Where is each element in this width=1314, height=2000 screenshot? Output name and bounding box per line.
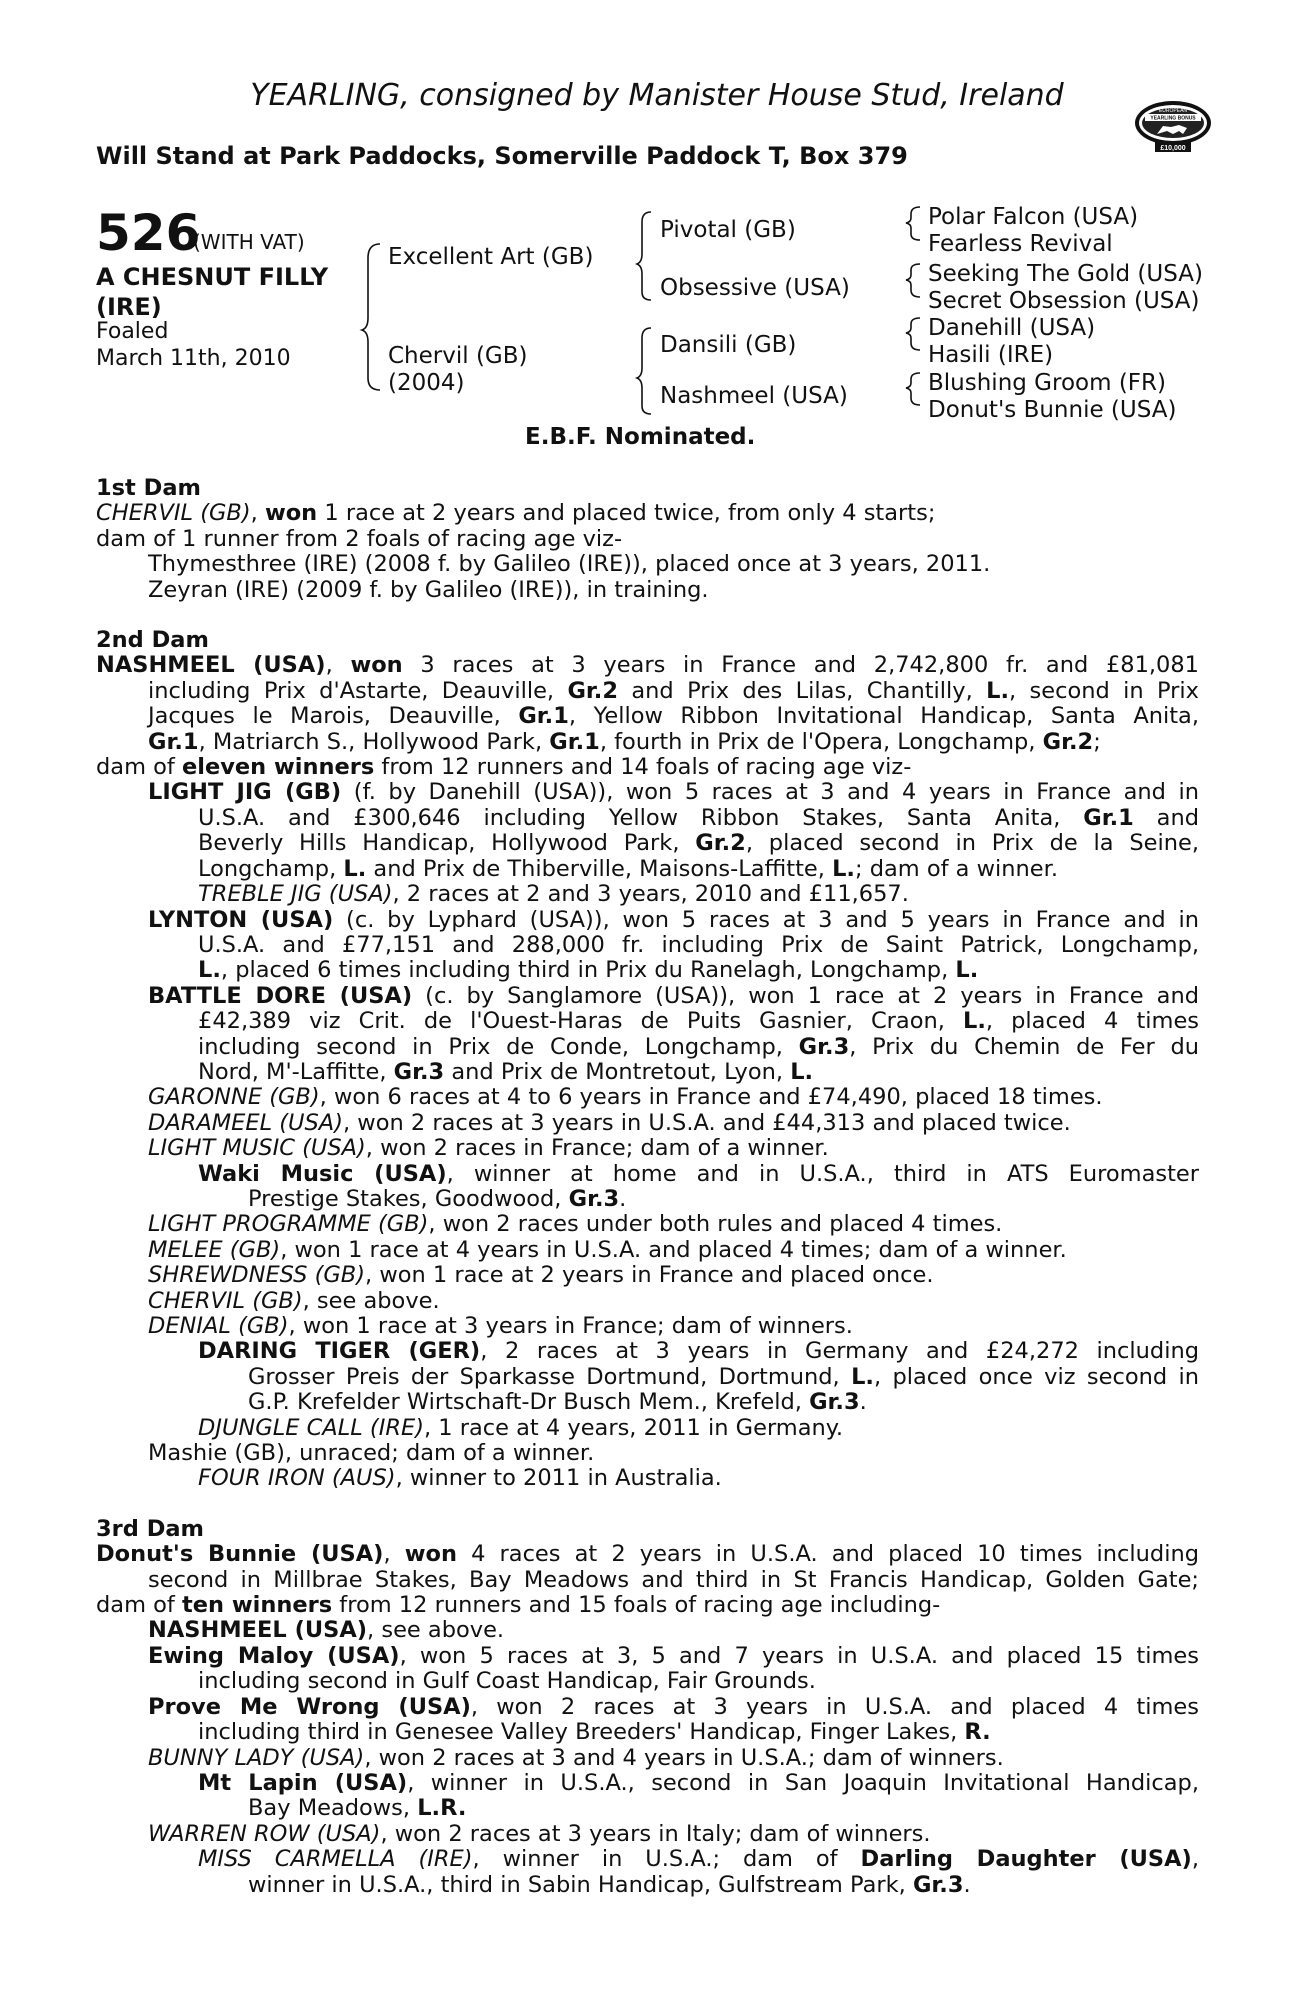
badge-amount-text: £10,000 [1160,145,1186,152]
dam2-line [96,857,1199,882]
text-run: from 12 runners and 14 foals of racing age viz- [374,754,912,781]
dam1-sep: , [250,500,265,527]
text-run: CHERVIL (GB) [148,1287,303,1314]
brace-gen2-dam [637,328,651,414]
text-run: WARREN ROW (USA) [148,1820,381,1847]
pedigree-dam-sire: Dansili (GB) [660,332,797,358]
text-run: U.S.A. and £300,646 including Yellow Ribbon Stakes, Santa Anita, [198,804,1084,831]
text-run: won [404,1541,457,1568]
text-run: L. [851,1363,874,1390]
text-run: , winner in U.S.A.; dam of [472,1846,861,1873]
text-run: dam of [96,754,182,781]
lot-name-line1: A CHESNUT FILLY [96,263,329,291]
text-run: ten winners [181,1592,333,1619]
dam3-line [96,1771,1199,1796]
text-run: Gr.2 [1042,728,1094,755]
dam2-line [96,1390,1199,1415]
dam3-heading: 3rd Dam [96,1515,204,1542]
text-run: L. [962,1008,986,1035]
text-run: , Yellow Ribbon Invitational Handicap, Santa Anita, [568,703,1199,730]
text-run: (f. by Danehill (USA)), won 5 races at 3 and 4 years in France and in [341,779,1200,806]
brace-gen3-c [906,318,920,350]
text-run: (c. by Lyphard (USA)), won 5 races at 3 and 5 years in France and in [333,906,1199,933]
text-run: , won 2 races at 3 and 4 years in U.S.A.; dam of winners. [364,1744,1004,1771]
dam1-line [96,501,1199,526]
dam2-line [96,730,1199,755]
text-run: including second in Gulf Coast Handicap, Fair Grounds. [198,1668,816,1695]
text-run: including third in Genesee Valley Breeders' Handicap, Finger Lakes, [198,1719,965,1746]
text-run: , see above. [367,1617,505,1644]
text-run: , fourth in Prix de l'Opera, Longchamp, [599,728,1043,755]
text-run: L. [790,1058,814,1085]
text-run: and Prix des Lilas, Chantilly, [618,677,987,704]
text-run: , winner in U.S.A., second in San Joaquin Invitational Handicap, [407,1769,1199,1796]
text-run: LYNTON (USA) [148,906,334,933]
text-run: , winner to 2011 in Australia. [395,1465,722,1492]
text-run: , see above. [302,1287,440,1314]
text-run: GARONNE (GB) [148,1084,320,1111]
text-run: LIGHT PROGRAMME (GB) [148,1211,429,1238]
text-run: , 2 races at 2 and 3 years, 2010 and £11,657. [392,881,909,908]
pedigree-dss: Danehill (USA) [928,315,1096,341]
text-run: and [1133,804,1199,831]
text-run: G.P. Krefelder Wirtschaft-Dr Busch Mem., Krefeld, [248,1389,810,1416]
pedigree-dam: Chervil (GB) [388,343,528,369]
text-run: BUNNY LADY (USA) [148,1744,365,1771]
text-run: Prestige Stakes, Goodwood, [248,1185,569,1212]
text-run: . [859,1389,867,1416]
text-run: and Prix de Thiberville, Maisons-Laffitte, [366,855,833,882]
text-run: TREBLE JIG (USA) [198,881,393,908]
dam2-line [96,1365,1199,1390]
dam3-line [96,1644,1199,1669]
text-run: , won 2 races at 3 years in U.S.A. and placed 4 times [470,1693,1199,1720]
dam2-line [96,1060,1199,1085]
text-run: DARING TIGER (GER) [198,1338,481,1365]
text-run: U.S.A. and £77,151 and 288,000 fr. including Prix de Saint Patrick, Longchamp, [198,931,1199,958]
text-run: , 2 races at 3 years in Germany and £24,272 including [480,1338,1199,1365]
text-run: LIGHT JIG (GB) [148,779,342,806]
text-run: Ewing Maloy (USA) [148,1642,400,1669]
brace-gen3-d [906,373,920,405]
text-run: Darling Daughter (USA) [860,1846,1192,1873]
dam2-line [96,1162,1199,1187]
dam2-line [96,1035,1199,1060]
dam3-line [96,1796,1199,1821]
text-run: dam of [96,1592,182,1619]
pedigree-sire: Excellent Art (GB) [388,244,594,270]
text-run: SHREWDNESS (GB) [148,1262,366,1289]
pedigree-ssd: Fearless Revival [928,231,1113,257]
text-run: including second in Prix de Conde, Longchamp, [198,1033,799,1060]
dam2-line [96,755,1199,780]
dam2-line [96,1238,1199,1263]
text-run: Waki Music (USA) [198,1160,447,1187]
text-run: Gr.3 [393,1058,445,1085]
text-run: £42,389 viz Crit. de l'Ouest-Haras de Puits Gasnier, Craon, [198,1008,963,1035]
text-run: Gr.1 [148,728,199,755]
dam2-line [96,780,1199,805]
dam2-line [96,1111,1199,1136]
pedigree-dam-dam: Nashmeel (USA) [660,383,848,409]
text-run: , Matriarch S., Hollywood Park, [198,728,550,755]
text-run: and Prix de Montretout, Lyon, [444,1058,791,1085]
text-run: , [1191,1846,1199,1873]
dam2-line [96,653,1199,678]
brace-gen2-sire [637,212,651,300]
dam2-line [96,984,1199,1009]
text-run: second in Millbrae Stakes, Bay Meadows and third in St Francis Handicap, Golden Gate; [148,1566,1199,1593]
dam2-line [96,958,1199,983]
dam2-line [96,1009,1199,1034]
text-run: L. [198,957,221,984]
text-run: Donut's Bunnie (USA) [96,1541,384,1568]
pedigree-sds: Seeking The Gold (USA) [928,261,1203,287]
text-run: , [325,652,351,679]
dam3-line [96,1746,1199,1771]
lot-vat: (WITH VAT) [193,230,305,254]
text-run: , won 2 races at 3 years in U.S.A. and £44,313 and placed twice. [342,1109,1071,1136]
text-run: , won 6 races at 4 to 6 years in France and £74,490, placed 18 times. [319,1084,1103,1111]
text-run: (c. by Sanglamore (USA)), won 1 race at 2 years in France and [412,982,1200,1009]
text-run: NASHMEEL (USA) [96,652,326,679]
dam2-line [96,1085,1199,1110]
badge-mid-text: YEARLING BONUS [1150,115,1196,122]
text-run: won [350,652,403,679]
dam3-line [96,1618,1199,1643]
dam3-line [96,1593,1199,1618]
dam2-heading: 2nd Dam [96,627,209,654]
text-run: , placed 4 times [985,1008,1200,1035]
text-run: MISS CARMELLA (IRE) [198,1846,473,1873]
dam2-line [96,1466,1199,1491]
text-run: Mashie (GB), unraced; dam of a winner. [148,1440,595,1467]
dam2-line [96,933,1199,958]
text-run: Beverly Hills Handicap, Hollywood Park, [198,830,696,857]
text-run: including Prix d'Astarte, Deauville, [148,677,568,704]
text-run: , [383,1541,405,1568]
dam2-line [96,908,1199,933]
pedigree-sire-dam: Obsessive (USA) [660,275,850,301]
dam2-line [96,1289,1199,1314]
lot-number: 526 [96,204,201,262]
pedigree-dsd: Hasili (IRE) [928,342,1054,368]
catalogue-body [96,476,1199,1898]
pedigree-ddd: Donut's Bunnie (USA) [928,397,1177,423]
text-run: ; dam of a winner. [854,855,1058,882]
brace-gen1 [362,244,380,390]
dam2-line [96,679,1199,704]
text-run: Longchamp, [198,855,344,882]
text-run: , placed 6 times including third in Prix du Ranelagh, Longchamp, [220,957,956,984]
text-run: BATTLE DORE (USA) [148,982,413,1009]
dam2-line [96,1339,1199,1364]
text-run: LIGHT MUSIC (USA) [148,1135,366,1162]
text-run: , won 5 races at 3, 5 and 7 years in U.S.A. and placed 15 times [399,1642,1199,1669]
dam3-line [96,1822,1199,1847]
text-run: FOUR IRON (AUS) [198,1465,396,1492]
dam1-produce: dam of 1 runner from 2 foals of racing age viz- [96,525,623,552]
text-run: L.R. [417,1795,467,1822]
badge-top-text: EUROPEAN [1158,108,1188,114]
text-run: Nord, M'-Laffitte, [198,1058,394,1085]
dam3-line [96,1568,1199,1593]
dam3-line [96,1542,1199,1567]
dam2-line [96,1416,1199,1441]
dam3-line [96,1669,1199,1694]
text-run: Gr.3 [798,1033,850,1060]
dam1-foal-1: Thymesthree (IRE) (2008 f. by Galileo (IRE)), placed once at 3 years, 2011. [148,551,991,578]
text-run: L. [986,677,1010,704]
dam2-line [96,882,1199,907]
text-run: from 12 runners and 15 foals of racing age including- [332,1592,941,1619]
text-run: Gr.2 [695,830,746,857]
dam1-name: CHERVIL (GB) [96,500,251,527]
text-run: Gr.1 [1083,804,1134,831]
pedigree-sss: Polar Falcon (USA) [928,204,1139,230]
ebf-nomination: E.B.F. Nominated. [525,424,756,450]
dam1-foal-2: Zeyran (IRE) (2009 f. by Galileo (IRE)), in training. [148,576,709,603]
pedigree-sire-sire: Pivotal (GB) [660,217,796,243]
text-run: , Prix du Chemin de Fer du [849,1033,1200,1060]
text-run: DJUNGLE CALL (IRE) [198,1414,424,1441]
text-run: Gr.2 [567,677,619,704]
dam3-line [96,1695,1199,1720]
text-run: Gr.3 [568,1185,620,1212]
dam2-line [96,1314,1199,1339]
text-run: , winner at home and in U.S.A., third in ATS Euromaster [446,1160,1199,1187]
dam3-line [96,1847,1199,1872]
text-run: , won 1 race at 3 years in France; dam of winners. [288,1313,853,1339]
pedigree-dds: Blushing Groom (FR) [928,370,1166,396]
dam2-line [96,831,1199,856]
text-run: R. [964,1719,991,1746]
text-run: . [619,1185,627,1212]
text-run: ; [1093,728,1101,755]
lot-name-line2: (IRE) [96,293,162,321]
text-run: Gr.1 [549,728,600,755]
dam1-record: 1 race at 2 years and placed twice, from only 4 starts; [317,500,936,527]
text-run: NASHMEEL (USA) [148,1617,368,1644]
text-run: Prove Me Wrong (USA) [148,1693,471,1720]
text-run: , won 1 race at 2 years in France and placed once. [365,1262,934,1289]
text-run: 3 races at 3 years in France and 2,742,800 fr. and £81,081 [402,652,1199,679]
text-run: L. [343,855,367,882]
text-run: , 1 race at 4 years, 2011 in Germany. [423,1414,844,1441]
brace-gen3-b [906,264,920,297]
text-run: , second in Prix [1009,677,1200,704]
dam1-won: won [264,500,318,527]
stand-location: Will Stand at Park Paddocks, Somerville Paddock T, Box 379 [96,142,908,170]
text-run: 4 races at 2 years in U.S.A. and placed 10 times including [456,1541,1199,1568]
text-run: DENIAL (GB) [148,1313,289,1339]
dam2-line [96,1441,1199,1466]
text-run: L. [832,855,855,882]
text-run: winner in U.S.A., third in Sabin Handicap, Gulfstream Park, [248,1871,913,1898]
text-run: Jacques le Marois, Deauville, [148,703,519,730]
foaled-date: March 11th, 2010 [96,346,291,371]
brace-gen3-a [906,207,920,240]
dam2-line [96,1187,1199,1212]
text-run: eleven winners [181,754,375,781]
dam3-line [96,1720,1199,1745]
dam2-line [96,1263,1199,1288]
text-run: , placed second in Prix de la Seine, [745,830,1200,857]
text-run: Mt Lapin (USA) [198,1769,408,1796]
text-run: Bay Meadows, [248,1795,418,1822]
text-run: Grosser Preis der Sparkasse Dortmund, Dortmund, [248,1363,852,1390]
text-run: Gr.1 [518,703,569,730]
dam2-line [96,806,1199,831]
dam2-line [96,1136,1199,1161]
dam3-line [96,1873,1199,1898]
text-run: , won 2 races at 3 years in Italy; dam of winners. [380,1820,931,1847]
text-run: , won 2 races in France; dam of a winner. [365,1135,829,1162]
dam1-heading: 1st Dam [96,475,201,501]
text-run: Gr.3 [912,1871,964,1898]
dam2-line [96,704,1199,729]
pedigree-sdd: Secret Obsession (USA) [928,288,1200,314]
text-run: , won 1 race at 4 years in U.S.A. and placed 4 times; dam of a winner. [280,1236,1067,1263]
text-run: DARAMEEL (USA) [148,1109,343,1136]
dam2-line [96,1212,1199,1237]
text-run: L. [955,957,979,984]
pedigree-dam-year: (2004) [388,370,465,396]
text-run: MELEE (GB) [148,1236,281,1263]
text-run: Gr.3 [809,1389,860,1416]
text-run: , placed once viz second in [873,1363,1199,1390]
foaled-label: Foaled [96,319,169,344]
consignment-heading: YEARLING, consigned by Manister House Stud, Ireland [250,78,1064,113]
text-run: . [963,1871,971,1898]
text-run: , won 2 races under both rules and placed 4 times. [428,1211,1003,1238]
